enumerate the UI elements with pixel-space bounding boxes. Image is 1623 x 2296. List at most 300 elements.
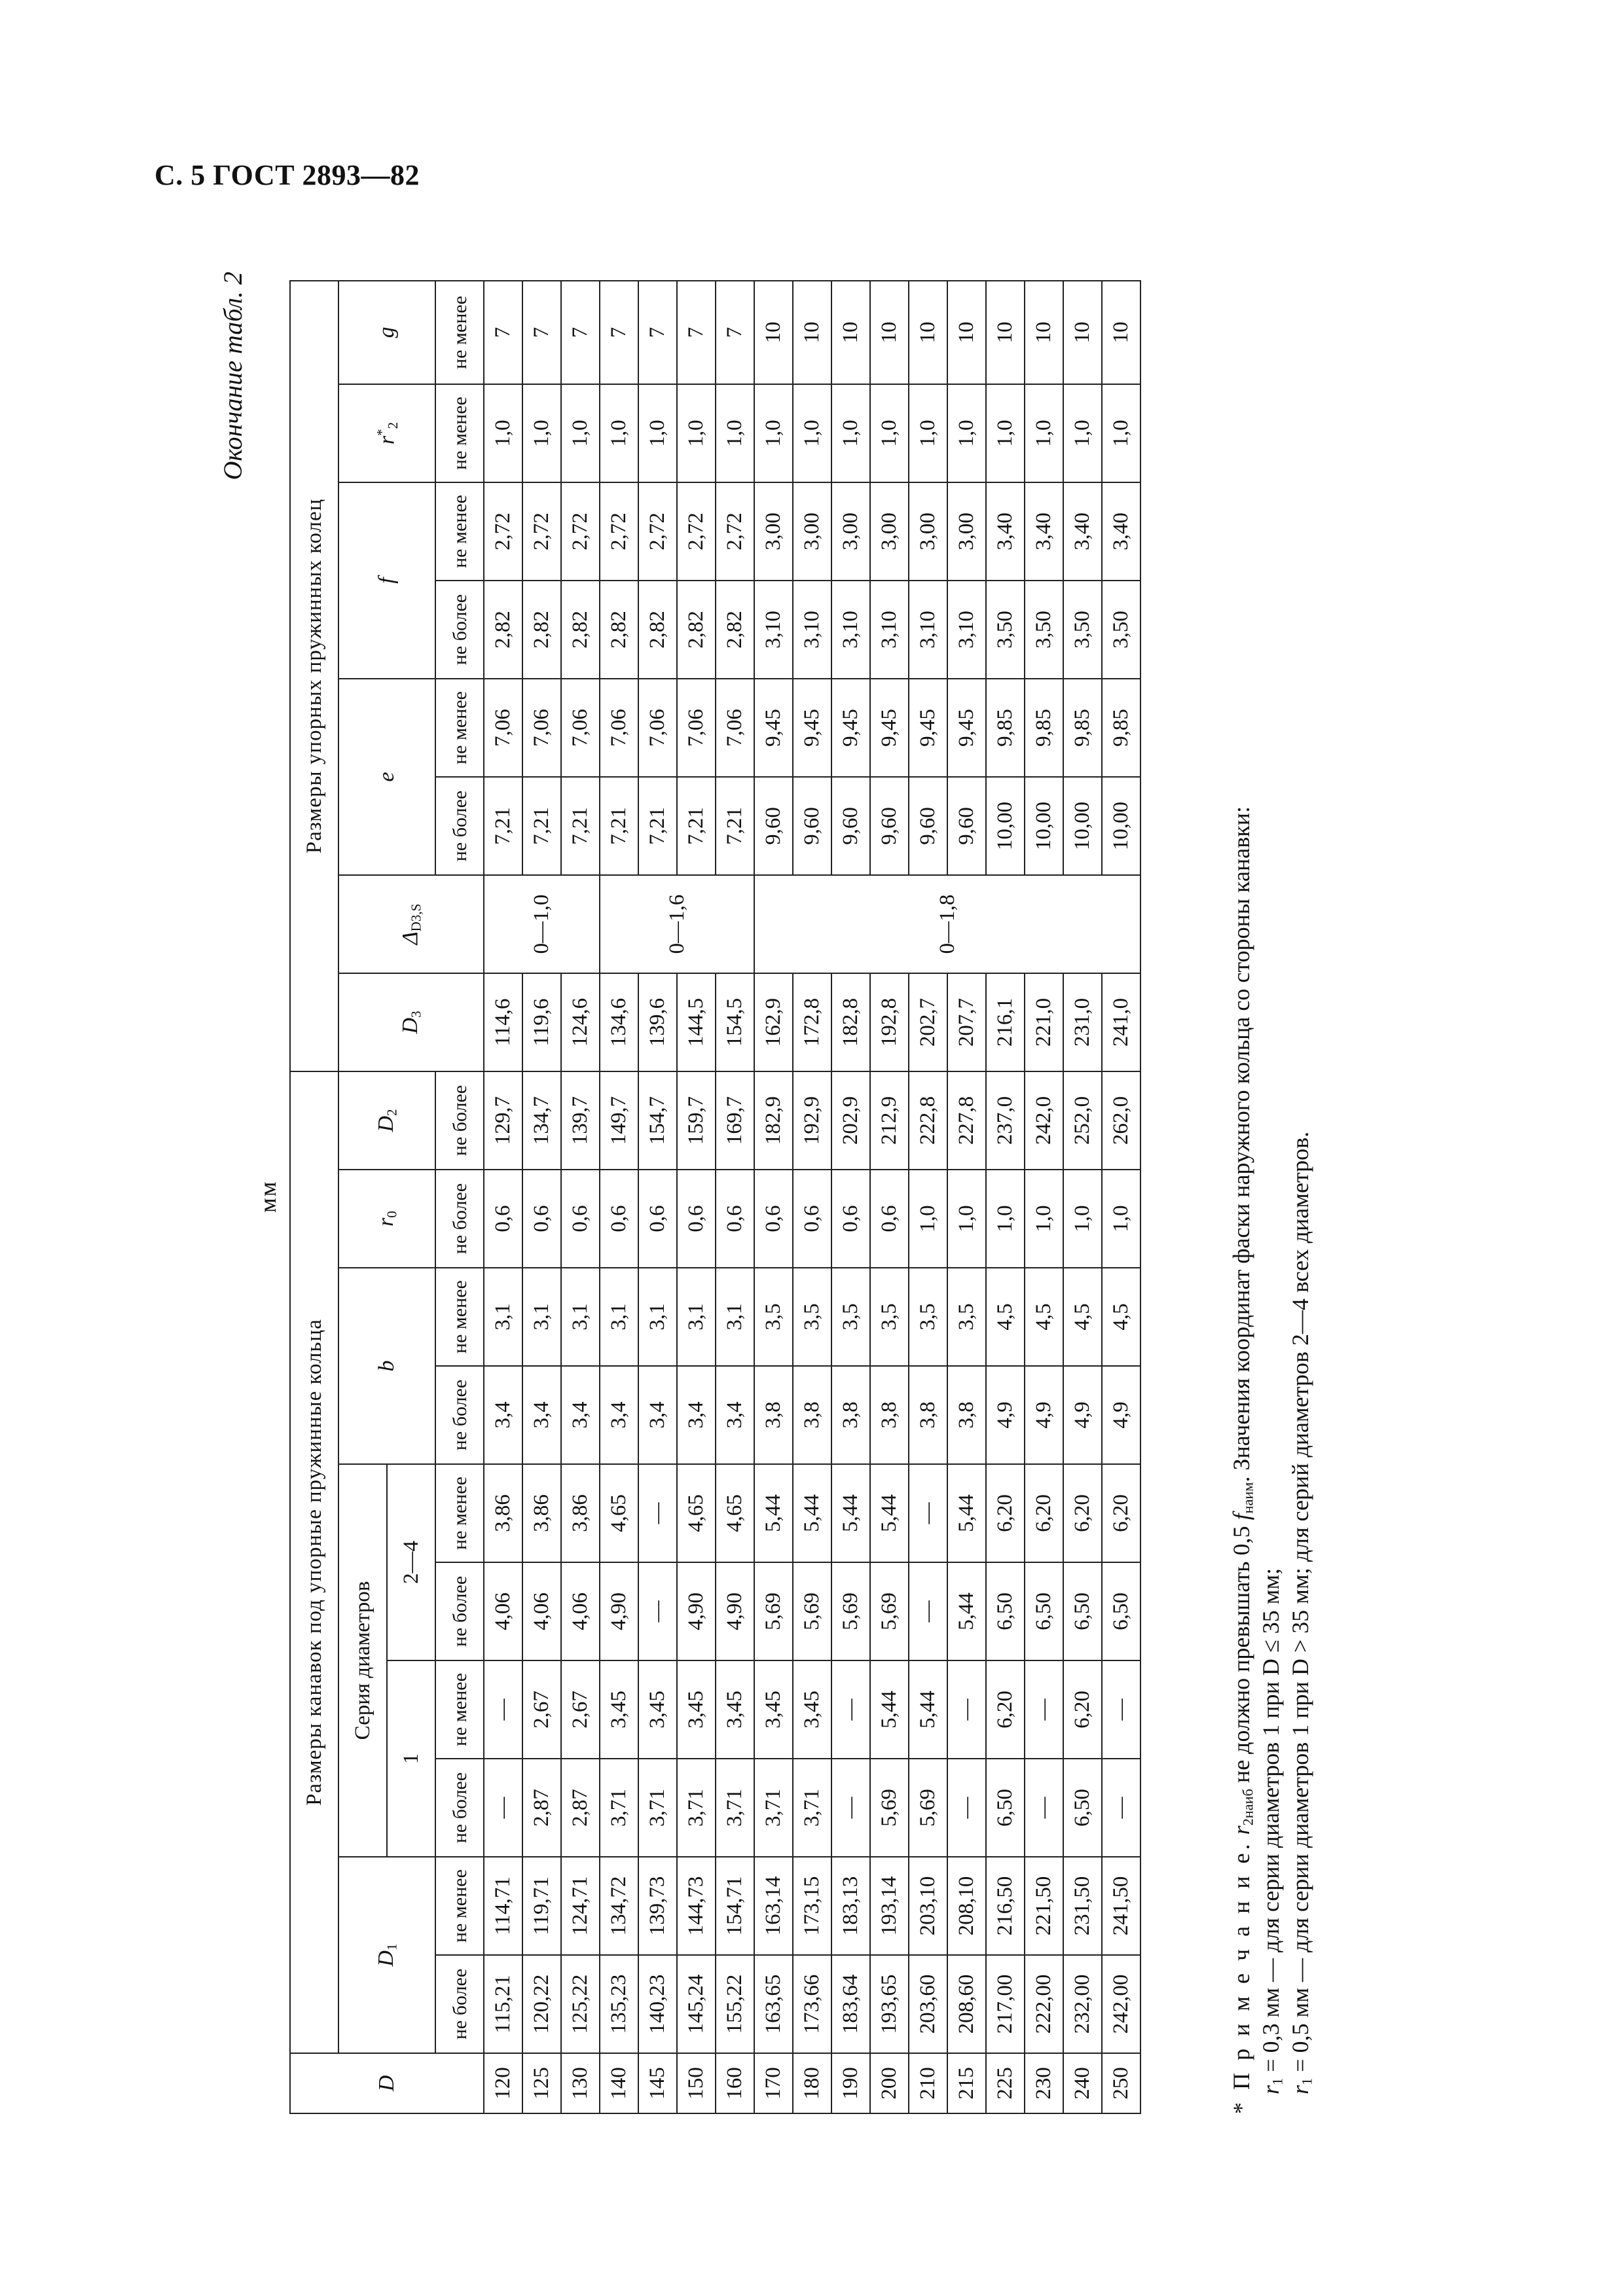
table-cell: 3,45 xyxy=(677,1660,716,1759)
table-cell: 221,50 xyxy=(1025,1857,1063,1955)
table-cell: — xyxy=(831,1660,870,1759)
table-cell: 5,44 xyxy=(947,1464,986,1562)
table-cell: 4,9 xyxy=(1063,1366,1102,1464)
table-cell: — xyxy=(638,1464,677,1562)
groove-group-header: Размеры канавок под упорные пружинные кольца xyxy=(290,1071,338,2053)
table-cell: 1,0 xyxy=(484,384,522,482)
table-cell: 7,06 xyxy=(561,679,600,777)
table-cell: 7,21 xyxy=(716,777,754,875)
table-cell: 9,60 xyxy=(870,777,909,875)
table-cell: 3,40 xyxy=(1025,482,1063,581)
table-cell: 5,69 xyxy=(870,1562,909,1660)
table-cell: 3,5 xyxy=(947,1268,986,1366)
table-cell: 3,1 xyxy=(600,1268,638,1366)
table-cell: 0,6 xyxy=(831,1170,870,1268)
table-cell: 6,20 xyxy=(1102,1464,1140,1562)
table-cell: 190 xyxy=(831,2053,870,2113)
table-cell: 10,00 xyxy=(1063,777,1102,875)
table-row xyxy=(522,281,561,2113)
table-cell: — xyxy=(638,1562,677,1660)
table-cell: 215 xyxy=(947,2053,986,2113)
table-cell: 114,6 xyxy=(484,973,522,1071)
table-cell: 3,4 xyxy=(716,1366,754,1464)
table-cell: 1,0 xyxy=(1025,384,1063,482)
table-cell: 9,85 xyxy=(1102,679,1140,777)
table-cell: 3,50 xyxy=(1025,581,1063,679)
table-cell: 125,22 xyxy=(561,1955,600,2053)
table-cell: 3,10 xyxy=(870,581,909,679)
table-cell: 3,1 xyxy=(561,1268,600,1366)
table-cell: 202,9 xyxy=(831,1071,870,1170)
table-cell: 1,0 xyxy=(909,384,947,482)
table-cell: 10 xyxy=(754,281,793,384)
table-cell: 3,4 xyxy=(638,1366,677,1464)
table-cell: — xyxy=(831,1759,870,1857)
table-cell: 134,7 xyxy=(522,1071,561,1170)
table-cell: 0,6 xyxy=(870,1170,909,1268)
table-cell: 240 xyxy=(1063,2053,1102,2113)
col-header-e: e xyxy=(338,679,435,875)
table-cell: 3,5 xyxy=(831,1268,870,1366)
table-cell: 221,0 xyxy=(1025,973,1063,1071)
table-cell: 1,0 xyxy=(909,1170,947,1268)
table-cell: — xyxy=(484,1660,522,1759)
table-cell: 2,67 xyxy=(561,1660,600,1759)
table-cell: 192,8 xyxy=(870,973,909,1071)
table-cell: 159,7 xyxy=(677,1071,716,1170)
series-header: Серия диаметров xyxy=(338,1464,387,1857)
table-cell: 154,71 xyxy=(716,1857,754,1955)
table-cell: 7,06 xyxy=(484,679,522,777)
table-cell: 4,5 xyxy=(1025,1268,1063,1366)
table-cell: 5,69 xyxy=(831,1562,870,1660)
table-cell: 3,71 xyxy=(600,1759,638,1857)
table-cell: 4,06 xyxy=(522,1562,561,1660)
table-cell: 7,21 xyxy=(484,777,522,875)
table-cell: 0,6 xyxy=(484,1170,522,1268)
hdr-ne-menee: не менее xyxy=(435,1464,484,1562)
table-cell: 4,06 xyxy=(561,1562,600,1660)
table-row xyxy=(677,281,716,2113)
table-row xyxy=(1102,281,1140,2113)
table-cell: 210 xyxy=(909,2053,947,2113)
table-body xyxy=(484,281,1140,2113)
table-cell: 7,06 xyxy=(677,679,716,777)
ring-group-header: Размеры упорных пружинных колец xyxy=(290,281,338,1071)
table-row xyxy=(986,281,1025,2113)
col-header-D1: $D_1$ xyxy=(338,1857,435,2053)
table-cell: 180 xyxy=(793,2053,831,2113)
table-cell: 2,82 xyxy=(677,581,716,679)
table-cell: 203,60 xyxy=(909,1955,947,2053)
table-cell: 155,22 xyxy=(716,1955,754,2053)
table-cell: 183,13 xyxy=(831,1857,870,1955)
table-cell: 1,0 xyxy=(1063,384,1102,482)
table-cell: 222,00 xyxy=(1025,1955,1063,2053)
table-cell: 2,72 xyxy=(677,482,716,581)
table-cell: 1,0 xyxy=(716,384,754,482)
table-cell: 134,72 xyxy=(600,1857,638,1955)
table-cell: 1,0 xyxy=(522,384,561,482)
table-cell: 1,0 xyxy=(986,1170,1025,1268)
table-cell: 216,1 xyxy=(986,973,1025,1071)
table-cell: 6,50 xyxy=(1063,1562,1102,1660)
table-cell: 2,87 xyxy=(561,1759,600,1857)
table-cell: 242,0 xyxy=(1025,1071,1063,1170)
table-cell: 130 xyxy=(561,2053,600,2113)
table-cell: — xyxy=(1102,1660,1140,1759)
table-cell: 1,0 xyxy=(947,1170,986,1268)
table-cell: 1,0 xyxy=(754,384,793,482)
table-cell: 202,7 xyxy=(909,973,947,1071)
table-cell: 5,44 xyxy=(754,1464,793,1562)
table-cell: 172,8 xyxy=(793,973,831,1071)
table-cell: 134,6 xyxy=(600,973,638,1071)
table-cell: 230 xyxy=(1025,2053,1063,2113)
table-cell: 1,0 xyxy=(600,384,638,482)
table-cell: 149,7 xyxy=(600,1071,638,1170)
table-cell: 2,82 xyxy=(484,581,522,679)
table-cell: 182,9 xyxy=(754,1071,793,1170)
col-header-D: D xyxy=(290,2053,484,2113)
table-cell: 4,06 xyxy=(484,1562,522,1660)
delta-cell: 0—1,8 xyxy=(754,875,1140,973)
table-cell: 1,0 xyxy=(1102,384,1140,482)
table-cell: 5,44 xyxy=(909,1660,947,1759)
table-cell: 3,45 xyxy=(716,1660,754,1759)
table-cell: 173,66 xyxy=(793,1955,831,2053)
table-cell: 7,06 xyxy=(600,679,638,777)
table-cell: 163,14 xyxy=(754,1857,793,1955)
hdr-ne-menee: не менее xyxy=(435,281,484,384)
table-cell: 2,82 xyxy=(638,581,677,679)
table-cell: 182,8 xyxy=(831,973,870,1071)
table-cell: 241,50 xyxy=(1102,1857,1140,1955)
table-cell: 7 xyxy=(561,281,600,384)
table-cell: 1,0 xyxy=(1063,1170,1102,1268)
table-cell: 9,45 xyxy=(947,679,986,777)
table-cell: 162,9 xyxy=(754,973,793,1071)
table-cell: 10 xyxy=(1025,281,1063,384)
table-row xyxy=(947,281,986,2113)
table-cell: 6,50 xyxy=(1102,1562,1140,1660)
table-cell: 7 xyxy=(522,281,561,384)
table-cell: 9,60 xyxy=(793,777,831,875)
table-cell: 1,0 xyxy=(677,384,716,482)
table-cell: 4,90 xyxy=(677,1562,716,1660)
table-cell: 144,5 xyxy=(677,973,716,1071)
table-cell: 3,00 xyxy=(870,482,909,581)
table-cell: 135,23 xyxy=(600,1955,638,2053)
table-cell: 3,10 xyxy=(754,581,793,679)
table-cell: 9,85 xyxy=(1025,679,1063,777)
table-cell: 207,7 xyxy=(947,973,986,1071)
table-cell: 3,40 xyxy=(986,482,1025,581)
col-header-g: g xyxy=(338,281,435,384)
dimensions-table xyxy=(289,280,1141,2114)
table-cell: 0,6 xyxy=(754,1170,793,1268)
table-cell: 6,50 xyxy=(1063,1759,1102,1857)
note-line-1: * П р и м е ч а н и е. $r_{2наиб}$ не должно превышать 0,5 $f_{наим}$. Значения координат фаски наружного кольца со стороны канавки: xyxy=(1228,806,1256,2114)
table-row xyxy=(1025,281,1063,2113)
table-cell: 4,5 xyxy=(986,1268,1025,1366)
table-cell: 120 xyxy=(484,2053,522,2113)
table-cell: 7,06 xyxy=(638,679,677,777)
table-cell: 3,1 xyxy=(716,1268,754,1366)
table-cell: 3,5 xyxy=(909,1268,947,1366)
table-cell: 1,0 xyxy=(870,384,909,482)
table-cell: 9,45 xyxy=(754,679,793,777)
table-cell: 3,45 xyxy=(600,1660,638,1759)
table-cell: 5,44 xyxy=(870,1660,909,1759)
table-cell: 2,72 xyxy=(600,482,638,581)
table-cell: 3,10 xyxy=(947,581,986,679)
table-cell: 3,8 xyxy=(870,1366,909,1464)
table-cell: 3,5 xyxy=(793,1268,831,1366)
table-cell: 5,69 xyxy=(870,1759,909,1857)
table-cell: 119,6 xyxy=(522,973,561,1071)
table-cell: 4,5 xyxy=(1102,1268,1140,1366)
table-row xyxy=(600,281,638,2113)
table-cell: 1,0 xyxy=(986,384,1025,482)
table-cell: 3,50 xyxy=(1063,581,1102,679)
table-cell: 232,00 xyxy=(1063,1955,1102,2053)
table-cell: 3,8 xyxy=(909,1366,947,1464)
table-cell: 2,67 xyxy=(522,1660,561,1759)
table-cell: 200 xyxy=(870,2053,909,2113)
table-cell: 2,72 xyxy=(484,482,522,581)
table-cell: 129,7 xyxy=(484,1071,522,1170)
note-line-3: $r_1 = 0,5$ мм — для серии диаметров 1 при D > 35 мм; для серий диаметров 2—4 всех диаметров. xyxy=(1286,1131,1315,2094)
table-cell: 7 xyxy=(484,281,522,384)
table-cell: 3,1 xyxy=(522,1268,561,1366)
table-cell: 9,60 xyxy=(831,777,870,875)
table-cell: 2,82 xyxy=(600,581,638,679)
table-cell: 5,69 xyxy=(909,1759,947,1857)
table-cell: 120,22 xyxy=(522,1955,561,2053)
table-caption: Окончание табл. 2 xyxy=(218,272,247,480)
table-cell: 7,06 xyxy=(522,679,561,777)
table-cell: 6,20 xyxy=(986,1660,1025,1759)
table-cell: 183,64 xyxy=(831,1955,870,2053)
note-line-2: $r_1 = 0,3$ мм — для серии диаметров 1 при D ≤ 35 мм; xyxy=(1257,1568,1286,2094)
table-cell: 114,71 xyxy=(484,1857,522,1955)
table-cell: 154,7 xyxy=(638,1071,677,1170)
table-cell: 4,9 xyxy=(1102,1366,1140,1464)
table-row xyxy=(909,281,947,2113)
hdr-ne-menee: не менее xyxy=(435,679,484,777)
rotated-content xyxy=(216,272,1395,2117)
table-cell: 115,21 xyxy=(484,1955,522,2053)
table-cell: 241,0 xyxy=(1102,973,1140,1071)
table-cell: 10 xyxy=(1063,281,1102,384)
col-header-b: b xyxy=(338,1268,435,1464)
table-cell: 10,00 xyxy=(986,777,1025,875)
table-cell: 7,06 xyxy=(716,679,754,777)
table-cell: 3,86 xyxy=(561,1464,600,1562)
table-cell: 9,45 xyxy=(870,679,909,777)
table-cell: 10,00 xyxy=(1102,777,1140,875)
hdr-ne-menee: не менее xyxy=(435,384,484,482)
table-cell: 192,9 xyxy=(793,1071,831,1170)
table-cell: 3,4 xyxy=(600,1366,638,1464)
table-cell: — xyxy=(1025,1759,1063,1857)
table-cell: 3,00 xyxy=(909,482,947,581)
table-cell: 4,9 xyxy=(1025,1366,1063,1464)
table-cell: 216,50 xyxy=(986,1857,1025,1955)
table-cell: 1,0 xyxy=(1025,1170,1063,1268)
table-cell: 2,82 xyxy=(522,581,561,679)
table-row xyxy=(754,281,793,2113)
table-cell: 193,65 xyxy=(870,1955,909,2053)
table-cell: 3,71 xyxy=(793,1759,831,1857)
table-cell: 10 xyxy=(870,281,909,384)
table-cell: 4,5 xyxy=(1063,1268,1102,1366)
table-cell: 7,21 xyxy=(600,777,638,875)
table-cell: 3,8 xyxy=(947,1366,986,1464)
table-cell: 1,0 xyxy=(793,384,831,482)
table-cell: 4,65 xyxy=(600,1464,638,1562)
table-cell: 3,8 xyxy=(754,1366,793,1464)
table-cell: 5,69 xyxy=(754,1562,793,1660)
table-cell: 4,65 xyxy=(716,1464,754,1562)
table-cell: 250 xyxy=(1102,2053,1140,2113)
table-cell: 2,82 xyxy=(561,581,600,679)
table-cell: 3,00 xyxy=(754,482,793,581)
series-2-4-header: 2—4 xyxy=(387,1464,435,1660)
table-cell: 140 xyxy=(600,2053,638,2113)
table-cell: 9,60 xyxy=(909,777,947,875)
table-cell: 5,44 xyxy=(870,1464,909,1562)
table-cell: 5,44 xyxy=(831,1464,870,1562)
table-cell: 3,71 xyxy=(638,1759,677,1857)
table-cell: 3,50 xyxy=(986,581,1025,679)
table-cell: 139,73 xyxy=(638,1857,677,1955)
table-cell: 3,50 xyxy=(1102,581,1140,679)
table-cell: 2,87 xyxy=(522,1759,561,1857)
table-cell: 10 xyxy=(986,281,1025,384)
table-cell: 4,90 xyxy=(600,1562,638,1660)
table-cell: 119,71 xyxy=(522,1857,561,1955)
table-cell: 10 xyxy=(831,281,870,384)
table-cell: 3,10 xyxy=(909,581,947,679)
col-header-delta: $\Delta_{D3,S}$ xyxy=(338,875,484,973)
table-cell: 145,24 xyxy=(677,1955,716,2053)
table-cell: 10 xyxy=(1102,281,1140,384)
page-header: С. 5 ГОСТ 2893—82 xyxy=(155,159,420,191)
table-cell: 140,23 xyxy=(638,1955,677,2053)
table-cell: 6,20 xyxy=(1063,1464,1102,1562)
table-cell: 173,15 xyxy=(793,1857,831,1955)
table-cell: 125 xyxy=(522,2053,561,2113)
table-cell: — xyxy=(484,1759,522,1857)
table-row xyxy=(870,281,909,2113)
table-note xyxy=(1228,806,1315,2114)
table-cell: 139,6 xyxy=(638,973,677,1071)
table-cell: 6,50 xyxy=(1025,1562,1063,1660)
table-cell: 3,00 xyxy=(831,482,870,581)
table-cell: 169,7 xyxy=(716,1071,754,1170)
table-cell: 4,90 xyxy=(716,1562,754,1660)
table-cell: 2,72 xyxy=(638,482,677,581)
table-cell: 3,4 xyxy=(561,1366,600,1464)
table-row xyxy=(793,281,831,2113)
table-cell: 154,5 xyxy=(716,973,754,1071)
table-cell: 6,50 xyxy=(986,1562,1025,1660)
table-cell: 7 xyxy=(600,281,638,384)
col-header-D2: $D_2$ xyxy=(338,1071,435,1170)
table-cell: 0,6 xyxy=(638,1170,677,1268)
table-cell: — xyxy=(1025,1660,1063,1759)
table-row xyxy=(716,281,754,2113)
col-header-r2: $r^*_2$ xyxy=(338,384,435,482)
table-cell: 3,1 xyxy=(484,1268,522,1366)
table-row xyxy=(1063,281,1102,2113)
table-row xyxy=(831,281,870,2113)
hdr-ne-bolee: не более xyxy=(435,1366,484,1464)
table-cell: 3,1 xyxy=(677,1268,716,1366)
table-cell: 160 xyxy=(716,2053,754,2113)
table-cell: 6,20 xyxy=(986,1464,1025,1562)
table-cell: 170 xyxy=(754,2053,793,2113)
table-cell: 0,6 xyxy=(716,1170,754,1268)
hdr-ne-bolee: не более xyxy=(435,1170,484,1268)
table-cell: 3,5 xyxy=(754,1268,793,1366)
table-cell: 4,65 xyxy=(677,1464,716,1562)
table-cell: 1,0 xyxy=(831,384,870,482)
table-cell: 3,00 xyxy=(947,482,986,581)
hdr-ne-bolee: не более xyxy=(435,1759,484,1857)
table-cell: 222,8 xyxy=(909,1071,947,1170)
hdr-ne-menee: не менее xyxy=(435,1857,484,1955)
table-cell: 0,6 xyxy=(522,1170,561,1268)
table-cell: 1,0 xyxy=(561,384,600,482)
table-cell: 9,60 xyxy=(754,777,793,875)
table-cell: 7 xyxy=(716,281,754,384)
table-cell: — xyxy=(909,1562,947,1660)
table-cell: 252,0 xyxy=(1063,1071,1102,1170)
table-cell: 10,00 xyxy=(1025,777,1063,875)
table-row xyxy=(484,281,522,2113)
table-cell: 9,45 xyxy=(793,679,831,777)
table-cell: 208,10 xyxy=(947,1857,986,1955)
table-cell: 208,60 xyxy=(947,1955,986,2053)
table-cell: 3,45 xyxy=(793,1660,831,1759)
hdr-ne-bolee: не более xyxy=(435,1955,484,2053)
table-cell: 3,10 xyxy=(831,581,870,679)
table-cell: 231,0 xyxy=(1063,973,1102,1071)
table-cell: 9,60 xyxy=(947,777,986,875)
table-cell: 10 xyxy=(909,281,947,384)
table-cell: 9,45 xyxy=(831,679,870,777)
table-cell: 1,0 xyxy=(1102,1170,1140,1268)
table-cell: 144,73 xyxy=(677,1857,716,1955)
table-cell: 231,50 xyxy=(1063,1857,1102,1955)
table-row xyxy=(561,281,600,2113)
table-cell: 3,10 xyxy=(793,581,831,679)
table-cell: 3,4 xyxy=(677,1366,716,1464)
table-cell: 5,44 xyxy=(947,1562,986,1660)
table-cell: 7,21 xyxy=(638,777,677,875)
table-cell: 4,9 xyxy=(986,1366,1025,1464)
table-row xyxy=(638,281,677,2113)
table-cell: 5,44 xyxy=(793,1464,831,1562)
table-cell: 10 xyxy=(947,281,986,384)
table-cell: 3,4 xyxy=(522,1366,561,1464)
table-cell: — xyxy=(947,1660,986,1759)
table-cell: 3,40 xyxy=(1102,482,1140,581)
hdr-ne-bolee: не более xyxy=(435,777,484,875)
